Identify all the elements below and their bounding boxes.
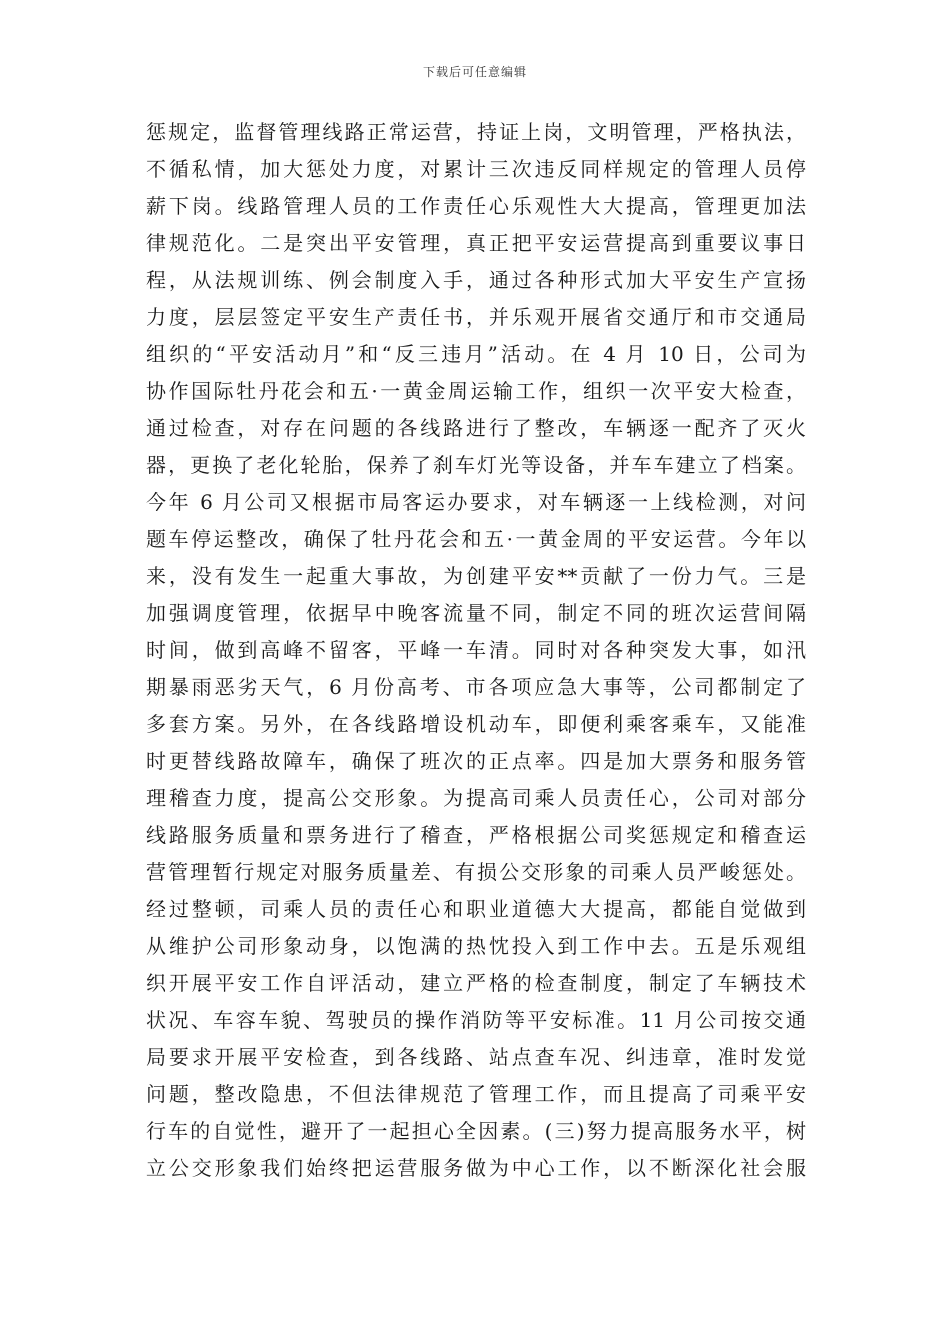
body-line-25: 状况、车容车貌、驾驶员的操作消防等平安标准。11 月公司按交通: [146, 1008, 806, 1032]
body-line-17: 多套方案。另外，在各线路增设机动车，即便利乘客乘车，又能准: [146, 712, 806, 736]
body-line-23: 从维护公司形象动身，以饱满的热忱投入到工作中去。五是乐观组: [146, 934, 806, 958]
body-line-24: 织开展平安工作自评活动，建立严格的检查制度，制定了车辆技术: [146, 971, 806, 995]
body-line-9: 通过检查，对存在问题的各线路进行了整改，车辆逐一配齐了灭火: [146, 416, 806, 440]
body-line-15: 时间，做到高峰不留客，平峰一车清。同时对各种突发大事，如汛: [146, 638, 806, 662]
body-line-1: 惩规定，监督管理线路正常运营，持证上岗，文明管理，严格执法，: [146, 120, 806, 144]
body-line-16: 期暴雨恶劣天气，6 月份高考、市各项应急大事等，公司都制定了: [146, 675, 806, 699]
body-line-3: 薪下岗。线路管理人员的工作责任心乐观性大大提高，管理更加法: [146, 194, 806, 218]
body-line-8: 协作国际牡丹花会和五·一黄金周运输工作，组织一次平安大检查，: [146, 379, 806, 403]
document-body: [146, 114, 806, 1187]
body-line-6: 力度，层层签定平安生产责任书，并乐观开展省交通厅和市交通局: [146, 305, 806, 329]
body-line-19: 理稽查力度，提高公交形象。为提高司乘人员责任心，公司对部分: [146, 786, 806, 810]
body-line-11: 今年 6 月公司又根据市局客运办要求，对车辆逐一上线检测，对问: [146, 490, 806, 514]
body-line-21: 营管理暂行规定对服务质量差、有损公交形象的司乘人员严峻惩处。: [146, 860, 806, 884]
body-line-26: 局要求开展平安检查，到各线路、站点查车况、纠违章，准时发觉: [146, 1045, 806, 1069]
body-line-5: 程，从法规训练、例会制度入手，通过各种形式加大平安生产宣扬: [146, 268, 806, 292]
body-line-18: 时更替线路故障车，确保了班次的正点率。四是加大票务和服务管: [146, 749, 806, 773]
body-line-20: 线路服务质量和票务进行了稽查，严格根据公司奖惩规定和稽查运: [146, 823, 806, 847]
body-line-7: 组织的“平安活动月”和“反三违月”活动。在 4 月 10 日，公司为: [146, 342, 806, 366]
body-line-29: 立公交形象我们始终把运营服务做为中心工作，以不断深化社会服: [146, 1156, 806, 1180]
body-line-4: 律规范化。二是突出平安管理，真正把平安运营提高到重要议事日: [146, 231, 806, 255]
body-line-27: 问题，整改隐患，不但法律规范了管理工作，而且提高了司乘平安: [146, 1082, 806, 1106]
body-line-22: 经过整顿，司乘人员的责任心和职业道德大大提高，都能自觉做到: [146, 897, 806, 921]
body-line-10: 器，更换了老化轮胎，保养了刹车灯光等设备，并车车建立了档案。: [146, 453, 806, 477]
page-header: 下载后可任意编辑: [422, 65, 527, 79]
body-line-2: 不循私情，加大惩处力度，对累计三次违反同样规定的管理人员停: [146, 157, 806, 181]
body-line-14: 加强调度管理，依据早中晚客流量不同，制定不同的班次运营间隔: [146, 601, 806, 625]
body-line-28: 行车的自觉性，避开了一起担心全因素。(三)努力提高服务水平，树: [146, 1119, 806, 1143]
body-line-12: 题车停运整改，确保了牡丹花会和五·一黄金周的平安运营。今年以: [146, 527, 806, 551]
body-line-13: 来，没有发生一起重大事故，为创建平安**贡献了一份力气。三是: [146, 564, 806, 588]
